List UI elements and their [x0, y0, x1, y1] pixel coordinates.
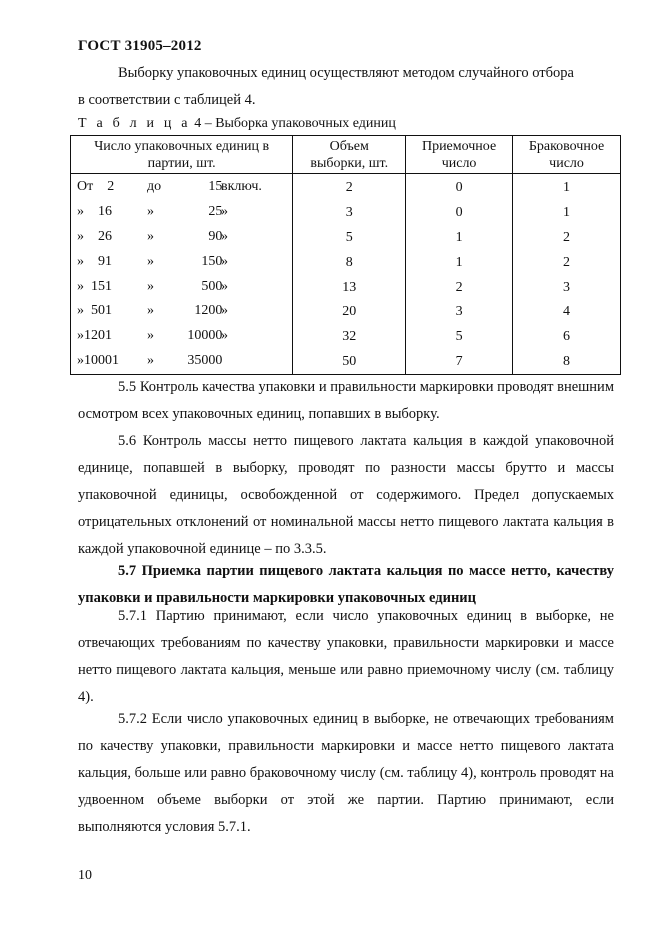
table-row: [71, 250, 621, 275]
acceptance-number-cell: 2: [406, 275, 513, 300]
section-5-7-2: 5.7.2 Если число упаковочных единиц в выборке, не отвечающих требованиям по качеству упаковки, правильности маркировки и массе нетто пищевого лактата кальция, больше или равно браковочному числу (см. таблицу 4), контроль проводят на удвоенном объеме выборки от этой же партии. Партию принимают, если выполняются условия 5.7.1.: [78, 711, 614, 835]
rejection-number-cell: 6: [513, 325, 621, 350]
col-header-acceptance: Приемочное число: [406, 136, 513, 174]
section-5-6: 5.6 Контроль массы нетто пищевого лактата кальция в каждой упаковочной единице, попавшей в выборку, проводят по разности массы брутто и массы упаковочной единицы, освобожденной от содержимого. Предел допускаемых отрицательных отклонений от номинальной массы нетто пищевого лактата кальция в каждой упаковочной единице – по 3.3.5.: [78, 433, 614, 557]
batch-size-cell: »10001 » 35000: [71, 350, 293, 375]
table-caption: Т а б л и ц а 4 – Выборка упаковочных единиц: [78, 116, 396, 131]
page-number: 10: [78, 868, 92, 883]
table-row: [71, 174, 621, 201]
sample-size-cell: 50: [293, 350, 406, 375]
acceptance-number-cell: 1: [406, 250, 513, 275]
sample-size-cell: 3: [293, 201, 406, 226]
sample-table: [70, 135, 621, 375]
acceptance-number-cell: 7: [406, 350, 513, 375]
document-header: ГОСТ 31905–2012: [78, 38, 202, 54]
rejection-number-cell: 2: [513, 226, 621, 251]
table-row: [71, 300, 621, 325]
col-header-rejection: Браковочное число: [513, 136, 621, 174]
sample-size-cell: 13: [293, 275, 406, 300]
rejection-number-cell: 4: [513, 300, 621, 325]
table-row: [71, 201, 621, 226]
rejection-number-cell: 1: [513, 201, 621, 226]
acceptance-number-cell: 3: [406, 300, 513, 325]
sample-size-cell: 32: [293, 325, 406, 350]
rejection-number-cell: 8: [513, 350, 621, 375]
acceptance-number-cell: 1: [406, 226, 513, 251]
intro-line-2: в соответствии с таблицей 4.: [78, 92, 256, 108]
batch-size-cell: » 91 » 150 »: [71, 250, 293, 275]
acceptance-number-cell: 5: [406, 325, 513, 350]
sample-size-cell: 20: [293, 300, 406, 325]
batch-size-cell: » 151 » 500 »: [71, 275, 293, 300]
batch-size-cell: » 501 » 1200 »: [71, 300, 293, 325]
section-5-7-1: 5.7.1 Партию принимают, если число упаковочных единиц в выборке, не отвечающих требованиям по качеству упаковки, правильности маркировки и массе нетто пищевого лактата кальция, меньше или равно приемочному числу (см. таблицу 4).: [78, 608, 614, 705]
sample-size-cell: 2: [293, 174, 406, 201]
sample-size-cell: 5: [293, 226, 406, 251]
section-5-7-heading: 5.7 Приемка партии пищевого лактата кальция по массе нетто, качеству упаковки и правильности маркировки упаковочных единиц: [78, 563, 614, 606]
intro-line-1: Выборку упаковочных единиц осуществляют методом случайного отбора: [118, 65, 574, 81]
col-header-batch-size: Число упаковочных единиц в партии, шт.: [71, 136, 293, 174]
table-row: [71, 350, 621, 375]
table-row: [71, 275, 621, 300]
table-row: [71, 325, 621, 350]
batch-size-cell: »1201 » 10000 »: [71, 325, 293, 350]
rejection-number-cell: 3: [513, 275, 621, 300]
batch-size-cell: От 2 до 15 включ.: [71, 174, 293, 201]
batch-size-cell: » 26 » 90 »: [71, 226, 293, 251]
sample-size-cell: 8: [293, 250, 406, 275]
table-row: [71, 226, 621, 251]
batch-size-cell: » 16 » 25 »: [71, 201, 293, 226]
rejection-number-cell: 2: [513, 250, 621, 275]
acceptance-number-cell: 0: [406, 201, 513, 226]
intro-paragraph: [78, 60, 614, 114]
col-header-sample-size: Объем выборки, шт.: [293, 136, 406, 174]
section-5-5: 5.5 Контроль качества упаковки и правильности маркировки проводят внешним осмотром всех упаковочных единиц, попавших в выборку.: [78, 379, 614, 422]
rejection-number-cell: 1: [513, 174, 621, 201]
acceptance-number-cell: 0: [406, 174, 513, 201]
